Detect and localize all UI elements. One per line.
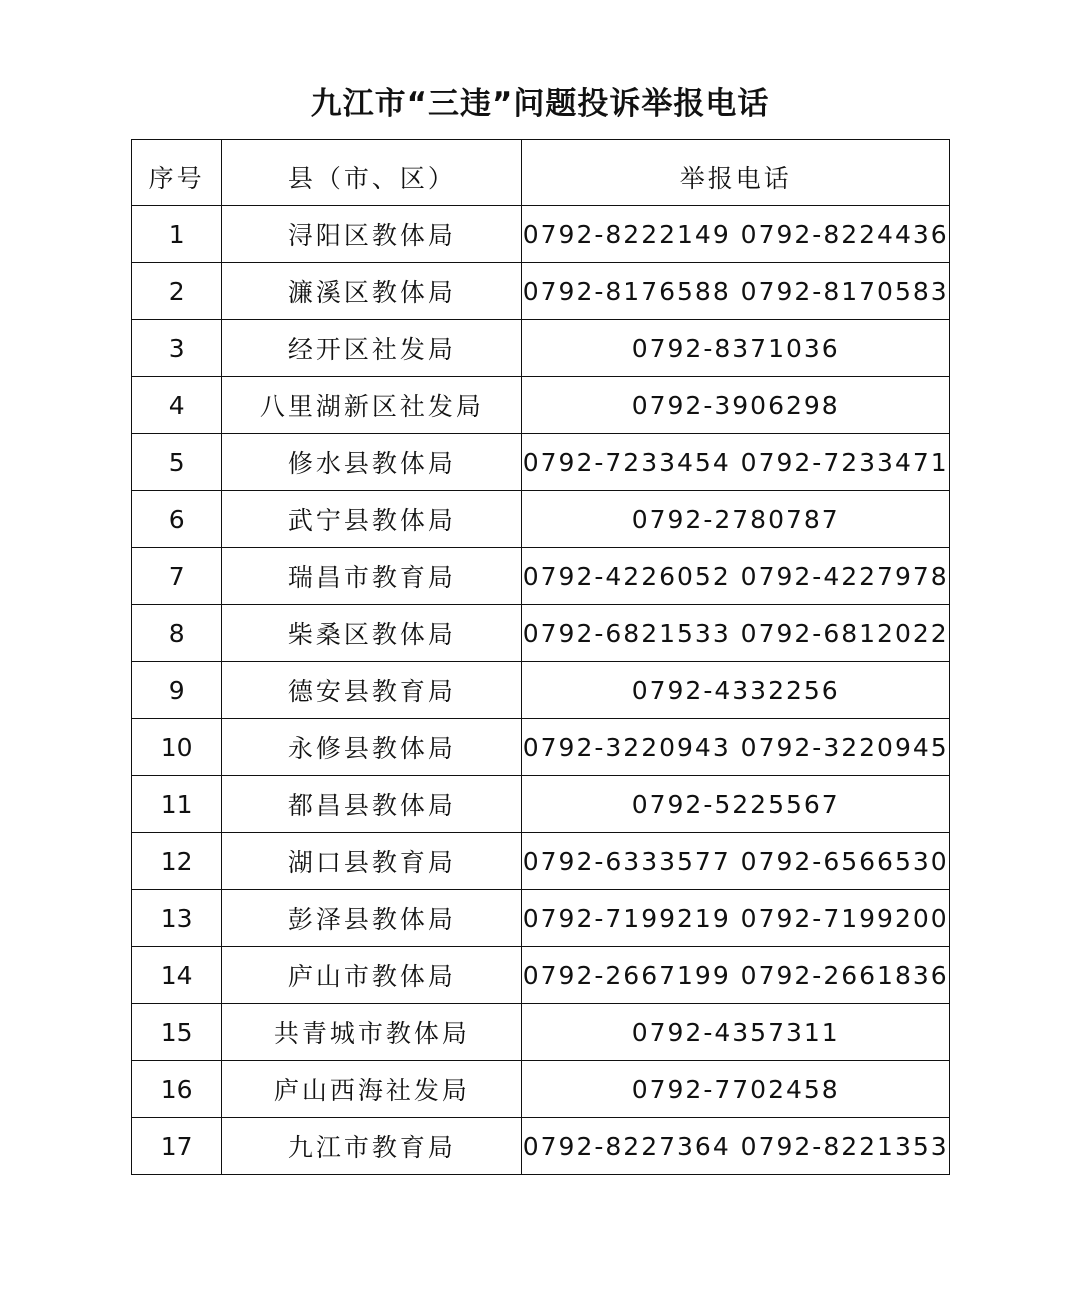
county-name: 共青城市教体局 xyxy=(222,1004,522,1061)
county-name: 永修县教体局 xyxy=(222,719,522,776)
table-row xyxy=(132,605,950,662)
header-phone: 举报电话 xyxy=(522,140,950,206)
table-row xyxy=(132,491,950,548)
table-row xyxy=(132,1004,950,1061)
phone-numbers: 0792-4332256 xyxy=(522,662,950,719)
row-number: 9 xyxy=(132,662,222,719)
phone-numbers: 0792-4226052 0792-4227978 xyxy=(522,548,950,605)
county-name: 武宁县教体局 xyxy=(222,491,522,548)
header-county: 县（市、区） xyxy=(222,140,522,206)
county-name: 彭泽县教体局 xyxy=(222,890,522,947)
row-number: 10 xyxy=(132,719,222,776)
county-name: 庐山市教体局 xyxy=(222,947,522,1004)
phone-numbers: 0792-2780787 xyxy=(522,491,950,548)
row-number: 7 xyxy=(132,548,222,605)
row-number: 12 xyxy=(132,833,222,890)
table-header-row xyxy=(132,140,950,206)
county-name: 九江市教育局 xyxy=(222,1118,522,1175)
phone-numbers: 0792-6333577 0792-6566530 xyxy=(522,833,950,890)
phone-numbers: 0792-7233454 0792-7233471 xyxy=(522,434,950,491)
county-name: 八里湖新区社发局 xyxy=(222,377,522,434)
county-name: 庐山西海社发局 xyxy=(222,1061,522,1118)
table-row xyxy=(132,662,950,719)
row-number: 3 xyxy=(132,320,222,377)
phone-numbers: 0792-4357311 xyxy=(522,1004,950,1061)
row-number: 16 xyxy=(132,1061,222,1118)
phone-numbers: 0792-8222149 0792-8224436 xyxy=(522,206,950,263)
page-title: 九江市“三违”问题投诉举报电话 xyxy=(310,86,770,122)
county-name: 德安县教育局 xyxy=(222,662,522,719)
phone-numbers: 0792-6821533 0792-6812022 xyxy=(522,605,950,662)
row-number: 6 xyxy=(132,491,222,548)
row-number: 8 xyxy=(132,605,222,662)
row-number: 1 xyxy=(132,206,222,263)
phone-numbers: 0792-7702458 xyxy=(522,1061,950,1118)
county-name: 经开区社发局 xyxy=(222,320,522,377)
table-row xyxy=(132,377,950,434)
phone-numbers: 0792-8176588 0792-8170583 xyxy=(522,263,950,320)
hotline-table xyxy=(131,139,950,1175)
table-row xyxy=(132,833,950,890)
table-row xyxy=(132,206,950,263)
row-number: 13 xyxy=(132,890,222,947)
row-number: 5 xyxy=(132,434,222,491)
county-name: 瑞昌市教育局 xyxy=(222,548,522,605)
row-number: 17 xyxy=(132,1118,222,1175)
table-row xyxy=(132,890,950,947)
table-row xyxy=(132,947,950,1004)
county-name: 都昌县教体局 xyxy=(222,776,522,833)
row-number: 2 xyxy=(132,263,222,320)
table-row xyxy=(132,320,950,377)
row-number: 11 xyxy=(132,776,222,833)
county-name: 浔阳区教体局 xyxy=(222,206,522,263)
phone-numbers: 0792-3906298 xyxy=(522,377,950,434)
county-name: 柴桑区教体局 xyxy=(222,605,522,662)
phone-numbers: 0792-8227364 0792-8221353 xyxy=(522,1118,950,1175)
county-name: 修水县教体局 xyxy=(222,434,522,491)
row-number: 15 xyxy=(132,1004,222,1061)
table-row xyxy=(132,548,950,605)
table-row xyxy=(132,1061,950,1118)
county-name: 湖口县教育局 xyxy=(222,833,522,890)
table-row xyxy=(132,1118,950,1175)
table-row xyxy=(132,776,950,833)
phone-numbers: 0792-3220943 0792-3220945 xyxy=(522,719,950,776)
phone-numbers: 0792-2667199 0792-2661836 xyxy=(522,947,950,1004)
row-number: 4 xyxy=(132,377,222,434)
row-number: 14 xyxy=(132,947,222,1004)
table-row xyxy=(132,434,950,491)
table-row xyxy=(132,263,950,320)
county-name: 濂溪区教体局 xyxy=(222,263,522,320)
header-no: 序号 xyxy=(132,140,222,206)
table-row xyxy=(132,719,950,776)
phone-numbers: 0792-8371036 xyxy=(522,320,950,377)
phone-numbers: 0792-7199219 0792-7199200 xyxy=(522,890,950,947)
phone-numbers: 0792-5225567 xyxy=(522,776,950,833)
